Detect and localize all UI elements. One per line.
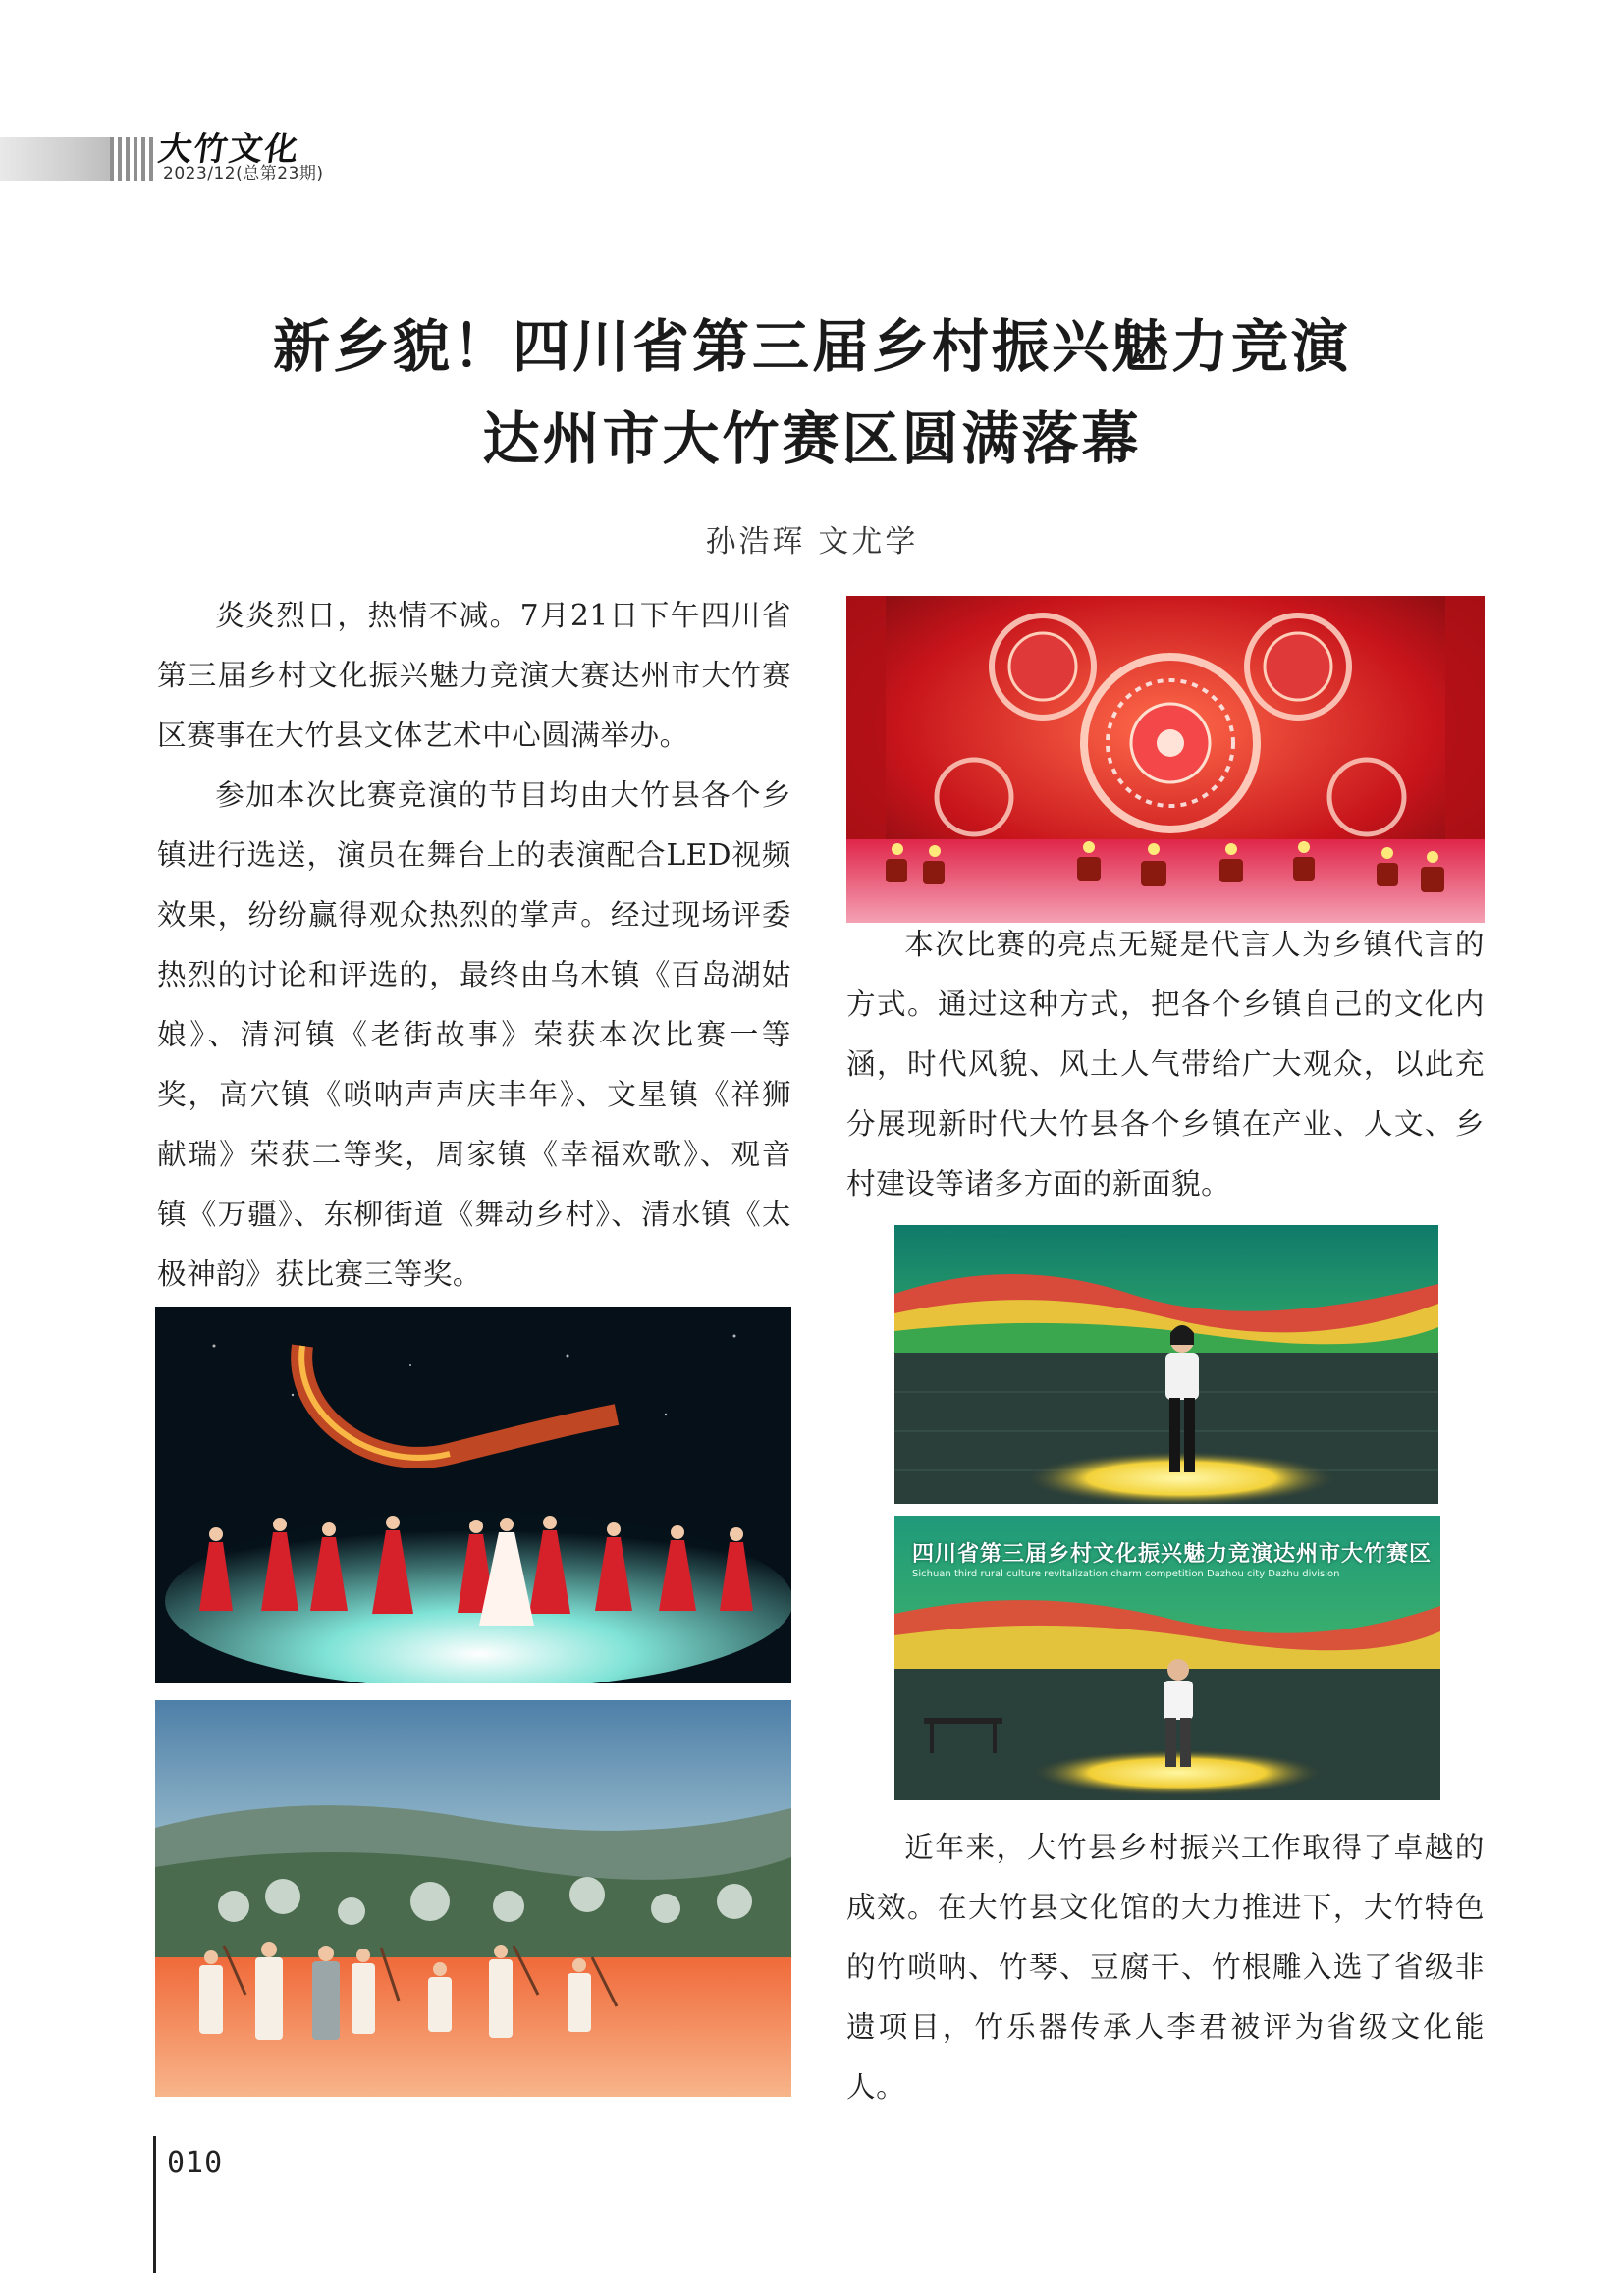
header-stripe-pattern [110,137,155,181]
article-authors: 孙浩珲 文尤学 [705,524,919,560]
photo-spokesperson-man [894,1516,1440,1800]
paragraph-spokesperson: 本次比赛的亮点无疑是代言人为乡镇代言的方式。通过这种方式，把各个乡镇自己的文化内涵，时代风貌、风土人气带给广大观众，以此充分展现新时代大竹县各个乡镇在产业、人文、乡村建设等诸多方面的新面貌。 [846,928,1485,1201]
paragraph-awards: 参加本次比赛竞演的节目均由大竹县各个乡镇进行选送，演员在舞台上的表演配合LED视频效果，纷纷赢得观众热烈的掌声。经过现场评委热烈的讨论和评选的，最终由乌木镇《百岛湖姑娘》、清河镇《老街故事》荣获本次比赛一等奖，高穴镇《唢呐声声庆丰年》、文星镇《祥狮献瑞》荣获二等奖，周家镇《幸福欢歌》、观音镇《万疆》、东柳街道《舞动乡村》、清水镇《太极神韵》获比赛三等奖。 [157,778,791,1291]
paragraph-achievements: 近年来，大竹县乡村振兴工作取得了卓越的成效。在大竹县文化馆的大力推进下，大竹特色的竹唢呐、竹琴、豆腐干、竹根雕入选了省级非遗项目，竹乐器传承人李君被评为省级文化能人。 [846,1831,1485,2104]
photo-musicians-landscape [155,1700,791,2097]
stage-banner-text: 四川省第三届乡村文化振兴魅力竞演达州市大竹赛区 [912,1542,1433,1567]
paragraph-intro: 炎炎烈日，热情不减。7月21日下午四川省第三届乡村文化振兴魅力竞演大赛达州市大竹赛区赛事在大竹县文体艺术中心圆满举办。 [157,599,791,752]
page-number-rule [153,2136,156,2273]
magazine-logo: 大竹文化 [155,130,303,169]
photo-red-dancers [155,1307,791,1683]
article-title-line1: 新乡貌！四川省第三届乡村振兴魅力竞演 [272,313,1351,380]
article-title-line2: 达州市大竹赛区圆满落幕 [482,405,1142,472]
stage-banner-subtext: Sichuan third rural culture revitalization charm competition Dazhou city Dazhu division [912,1569,1340,1579]
photo-spokesperson-woman [894,1225,1438,1504]
issue-label: 2023/12(总第23期) [163,164,324,184]
page-number: 010 [167,2146,224,2180]
photo-drum-performance [846,596,1485,923]
